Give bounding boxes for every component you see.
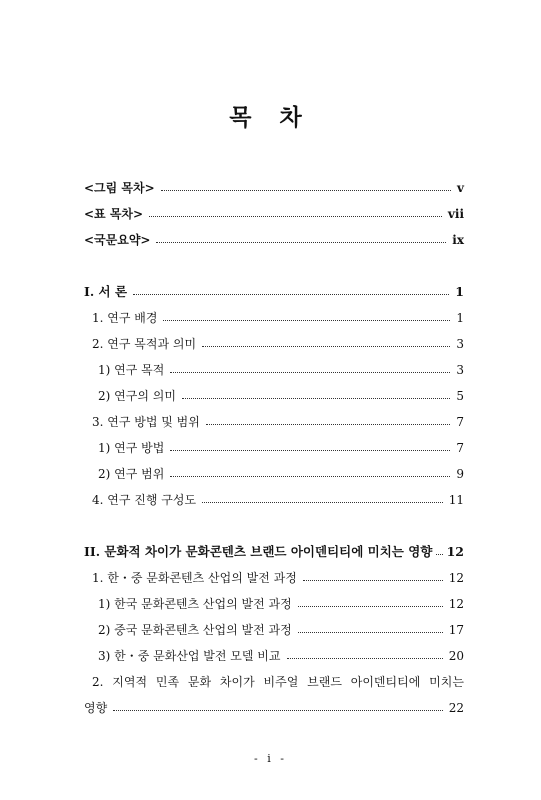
toc-entry-wrapped-line1[interactable] — [92, 674, 464, 690]
toc-entry[interactable] — [98, 466, 464, 482]
toc-entry-page: 12 — [448, 597, 464, 611]
toc-entry-label: 2. 연구 목적과 의미 — [92, 337, 197, 351]
dot-leader — [149, 216, 442, 217]
toc-word: 지역적 — [112, 675, 148, 689]
dot-leader — [436, 554, 442, 555]
toc-entry-label: 1. 연구 배경 — [92, 311, 158, 325]
toc-entry-page: 3 — [456, 337, 464, 351]
toc-entry-page: 20 — [448, 649, 464, 663]
toc-entry-page: 9 — [456, 467, 464, 481]
toc-entry-label: <표 목차> — [84, 207, 144, 221]
toc-word: 아이덴티티에 — [350, 675, 421, 689]
dot-leader — [156, 242, 446, 243]
toc-entry-label: 1. 한・중 문화콘텐츠 산업의 발전 과정 — [92, 571, 297, 585]
toc-entry-page: ix — [452, 233, 464, 247]
dot-leader — [170, 372, 450, 373]
toc-entry[interactable] — [92, 414, 464, 430]
toc-entry-label: 4. 연구 진행 구성도 — [92, 493, 197, 507]
toc-entry-label: 1) 연구 목적 — [98, 363, 165, 377]
dot-leader — [298, 632, 443, 633]
toc-entry-page: 1 — [456, 311, 464, 325]
toc-entry[interactable] — [98, 596, 464, 612]
toc-entry-label: <그림 목차> — [84, 181, 155, 195]
toc-chapter-page: 1 — [455, 284, 464, 299]
toc-entry[interactable] — [98, 648, 464, 664]
dot-leader — [287, 658, 443, 659]
dot-leader — [170, 450, 450, 451]
toc-entry-label: 3. 연구 방법 및 범위 — [92, 415, 200, 429]
dot-leader — [170, 476, 450, 477]
page-title: 목 차 — [229, 104, 312, 131]
dot-leader — [206, 424, 451, 425]
toc-entry-label: <국문요약> — [84, 233, 151, 247]
toc-entry[interactable] — [92, 310, 464, 326]
toc-word: 브랜드 — [307, 675, 342, 689]
toc-entry-label: 영향 — [84, 701, 108, 715]
toc-entry-page: 5 — [456, 389, 464, 403]
toc-chapter-page: 12 — [446, 544, 464, 559]
dot-leader — [303, 580, 443, 581]
toc-entry[interactable] — [98, 362, 464, 378]
toc-entry-wrapped-line2[interactable] — [84, 700, 464, 716]
toc-chapter-label: I. 서 론 — [84, 284, 128, 299]
dot-leader — [182, 398, 450, 399]
toc-entry-table-list[interactable] — [84, 206, 464, 222]
toc-word: 차이가 — [219, 675, 255, 689]
dot-leader — [163, 320, 450, 321]
toc-entry-figure-list[interactable] — [84, 180, 464, 196]
toc-entry-page: v — [457, 181, 464, 195]
page-number-footer: - i - — [254, 752, 287, 765]
dot-leader — [161, 190, 451, 191]
toc-entry[interactable] — [92, 570, 464, 586]
toc-chapter-label: II. 문화적 차이가 문화콘텐츠 브랜드 아이덴티티에 미치는 영향 — [84, 544, 433, 559]
toc-entry-page: vii — [447, 207, 464, 221]
toc-entry-page: 22 — [448, 701, 464, 715]
toc-entry[interactable] — [92, 492, 464, 508]
dot-leader — [133, 294, 449, 295]
toc-word: 비주얼 — [263, 675, 299, 689]
toc-entry-page: 7 — [456, 415, 464, 429]
toc-word: 미치는 — [429, 675, 464, 689]
toc-entry-korean-abstract[interactable] — [84, 232, 464, 248]
toc-entry[interactable] — [92, 336, 464, 352]
dot-leader — [298, 606, 443, 607]
toc-word: 민족 — [155, 675, 180, 689]
toc-entry-label: 1) 연구 방법 — [98, 441, 165, 455]
toc-chapter-1[interactable] — [84, 284, 464, 300]
toc-entry[interactable] — [98, 440, 464, 456]
toc-entry-label: 3) 한・중 문화산업 발전 모델 비교 — [98, 649, 281, 663]
toc-entry[interactable] — [98, 622, 464, 638]
toc-entry-label: 2) 중국 문화콘텐츠 산업의 발전 과정 — [98, 623, 292, 637]
toc-entry-label: 2) 연구 범위 — [98, 467, 165, 481]
toc-word: 2. — [92, 675, 104, 689]
toc-entry-page: 7 — [456, 441, 464, 455]
toc-entry-page: 11 — [448, 493, 464, 507]
dot-leader — [202, 502, 443, 503]
toc-entry-page: 17 — [448, 623, 464, 637]
dot-leader — [113, 710, 443, 711]
toc-entry[interactable] — [98, 388, 464, 404]
toc-chapter-2[interactable] — [84, 544, 464, 560]
toc-entry-page: 3 — [456, 363, 464, 377]
toc-word: 문화 — [187, 675, 212, 689]
toc-entry-page: 12 — [448, 571, 464, 585]
toc-entry-label: 1) 한국 문화콘텐츠 산업의 발전 과정 — [98, 597, 292, 611]
dot-leader — [202, 346, 450, 347]
toc-entry-label: 2) 연구의 의미 — [98, 389, 176, 403]
